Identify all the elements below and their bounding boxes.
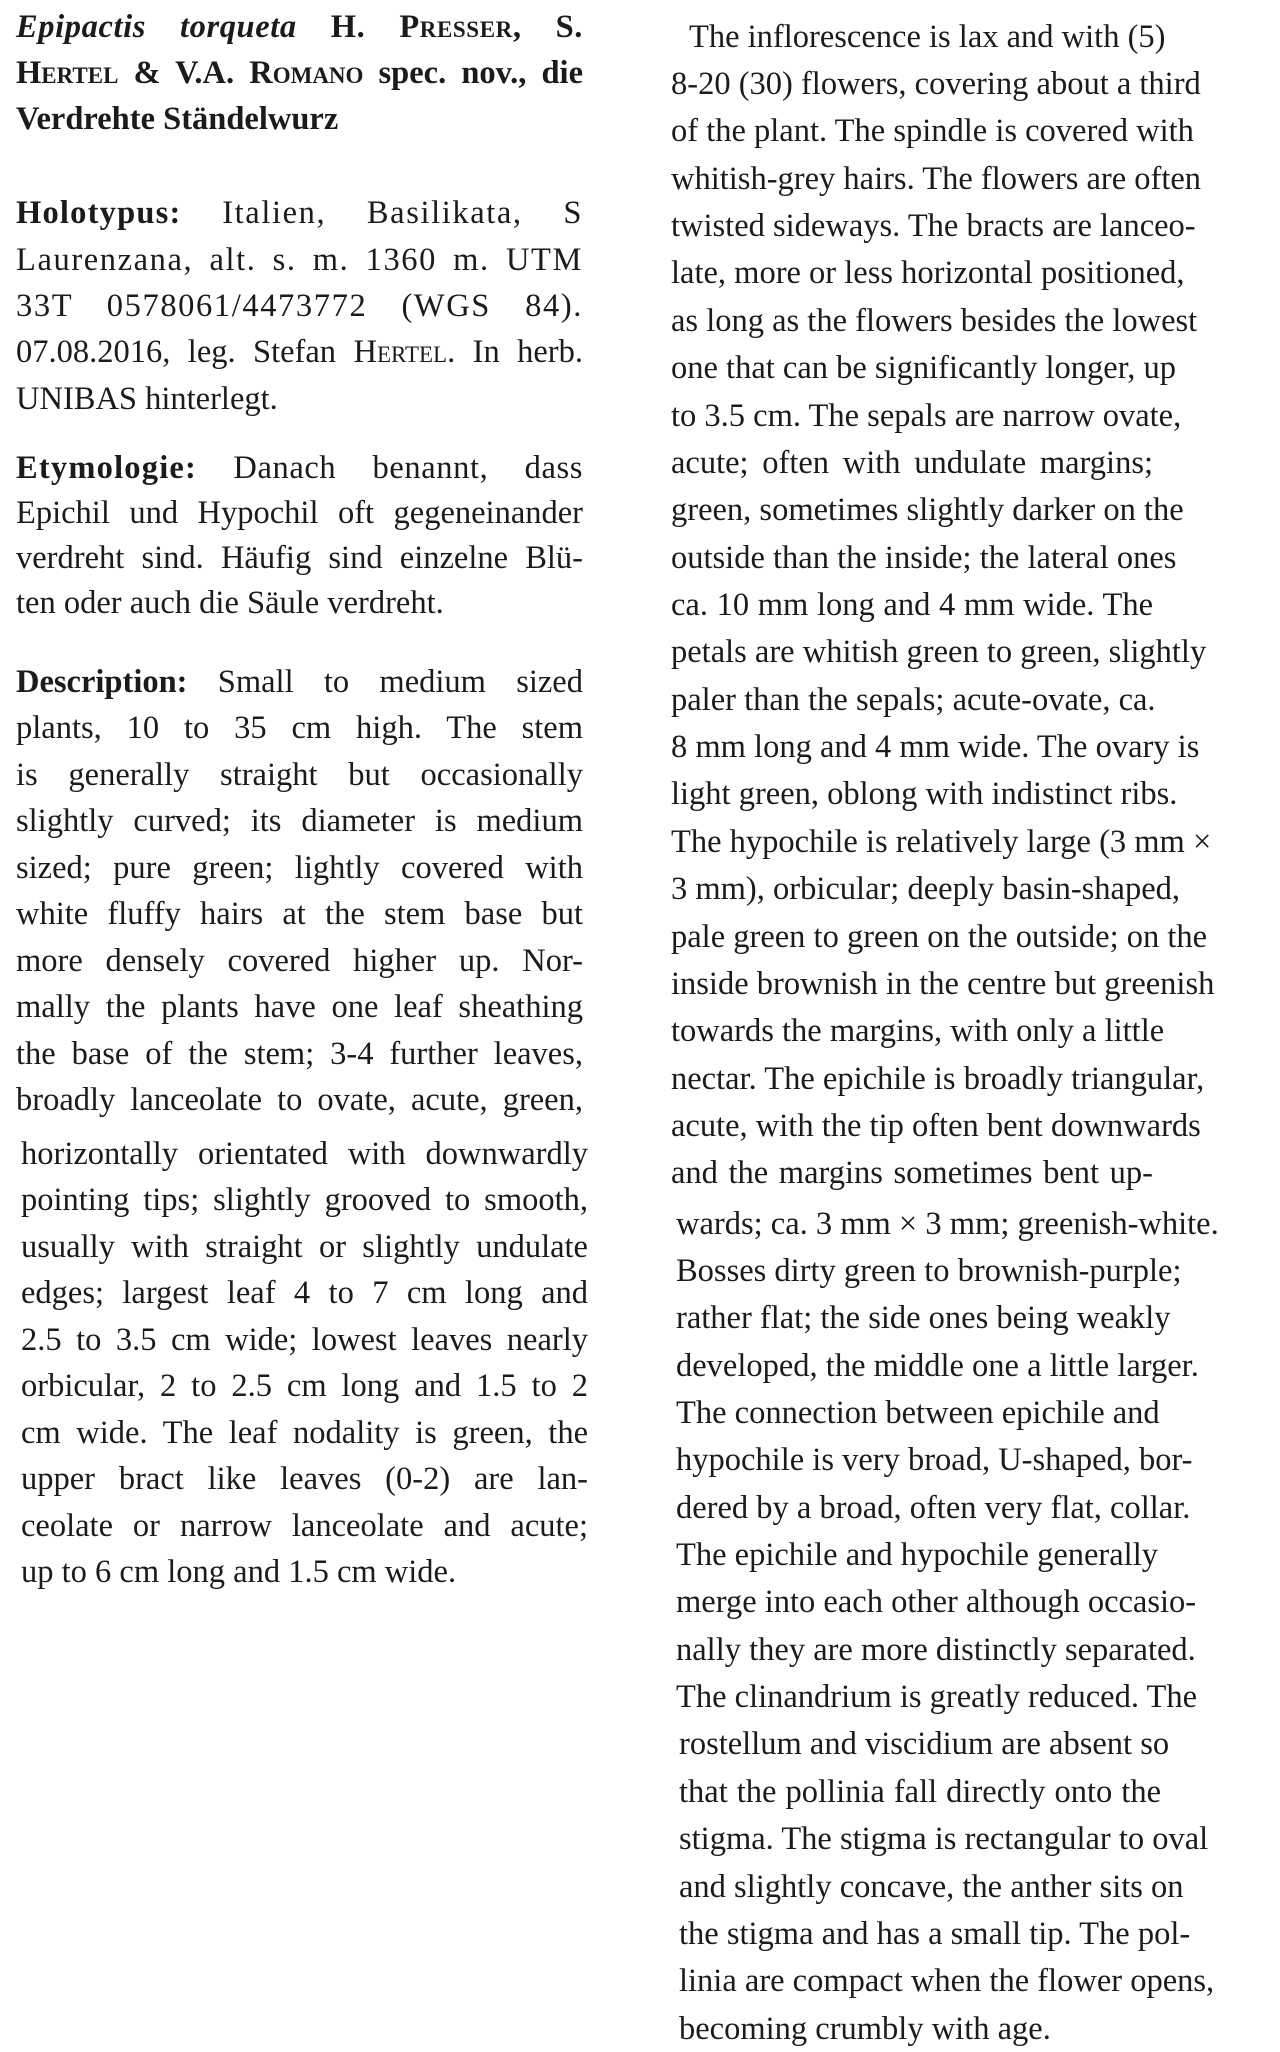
description-line: up to 6 cm long and 1.5 cm wide.: [21, 1554, 457, 1590]
inflorescence-line: rather flat; the side ones being weakly: [676, 1300, 1171, 1336]
author-presser: Presser: [399, 9, 513, 45]
inflorescence-line: of the plant. The spindle is covered with: [671, 113, 1194, 149]
holotypus-label: Holotypus:: [16, 195, 182, 231]
description-line: sized; pure green; lightly covered with: [16, 850, 583, 886]
description-line: mally the plants have one leaf sheathing: [16, 989, 583, 1025]
inflorescence-line: acute; often with undulate margins;: [671, 445, 1153, 481]
description-line: plants, 10 to 35 cm high. The stem: [16, 710, 583, 746]
etymologie-line-4: ten oder auch die Säule verdreht.: [16, 585, 444, 621]
inflorescence-line: Bosses dirty green to brownish-purple;: [676, 1253, 1182, 1289]
inflorescence-line: 3 mm), orbicular; deeply basin-shaped,: [671, 871, 1181, 907]
inflorescence-line: twisted sideways. The bracts are lanceo-: [671, 208, 1196, 244]
inflorescence-line: paler than the sepals; acute-ovate, ca.: [671, 682, 1156, 718]
holotypus-line-2: Laurenzana, alt. s. m. 1360 m. UTM: [16, 242, 583, 278]
holotypus-line-4: 07.08.2016, leg. Stefan Hertel. In herb.: [16, 334, 583, 370]
inflorescence-line: The epichile and hypochile generally: [676, 1537, 1158, 1573]
inflorescence-line: developed, the middle one a little larger.: [676, 1348, 1199, 1384]
inflorescence-line: wards; ca. 3 mm × 3 mm; greenish-white.: [676, 1206, 1219, 1242]
description-line: orbicular, 2 to 2.5 cm long and 1.5 to 2: [21, 1368, 588, 1404]
inflorescence-line: to 3.5 cm. The sepals are narrow ovate,: [671, 398, 1182, 434]
inflorescence-line: that the pollinia fall directly onto the: [679, 1774, 1161, 1810]
description-line: usually with straight or slightly undulate: [21, 1229, 588, 1265]
inflorescence-line: whitish-grey hairs. The flowers are often: [671, 161, 1202, 197]
description-line: horizontally orientated with downwardly: [21, 1136, 588, 1172]
inflorescence-line: linia are compact when the flower opens,: [679, 1963, 1215, 1999]
inflorescence-line: late, more or less horizontal positioned,: [671, 255, 1185, 291]
description-line: broadly lanceolate to ovate, acute, green,: [16, 1082, 583, 1118]
inflorescence-line: becoming crumbly with age.: [679, 2011, 1051, 2047]
author-hertel: Hertel: [16, 55, 119, 91]
description-line: slightly curved; its diameter is medium: [16, 803, 583, 839]
holotypus-line-5: UNIBAS hinterlegt.: [16, 381, 278, 417]
inflorescence-line: The connection between epichile and: [676, 1395, 1160, 1431]
inflorescence-line: rostellum and viscidium are absent so: [679, 1726, 1170, 1762]
inflorescence-line: 8-20 (30) flowers, covering about a third: [671, 66, 1201, 102]
title-line-3: Verdrehte Ständelwurz: [16, 101, 339, 137]
inflorescence-line: light green, oblong with indistinct ribs.: [671, 776, 1178, 812]
description-line: upper bract like leaves (0-2) are lan-: [21, 1461, 588, 1497]
inflorescence-line: dered by a broad, often very flat, collar.: [676, 1490, 1191, 1526]
inflorescence-line: outside than the inside; the lateral ones: [671, 540, 1177, 576]
description-line: 2.5 to 3.5 cm wide; lowest leaves nearly: [21, 1322, 588, 1358]
inflorescence-line: acute, with the tip often bent downwards: [671, 1108, 1201, 1144]
species-name: Epipactis torqueta: [16, 9, 297, 45]
inflorescence-line: hypochile is very broad, U-shaped, bor-: [676, 1442, 1193, 1478]
inflorescence-line: and the margins sometimes bent up-: [671, 1155, 1153, 1191]
description-line: more densely covered higher up. Nor-: [16, 943, 583, 979]
etymologie-line-1: Etymologie: Danach benannt, dass: [16, 450, 583, 486]
holotypus-line-3: 33T 0578061/4473772 (WGS 84).: [16, 288, 583, 324]
description-label: Description:: [16, 664, 188, 700]
description-line: edges; largest leaf 4 to 7 cm long and: [21, 1275, 588, 1311]
inflorescence-line: nally they are more distinctly separated.: [676, 1632, 1196, 1668]
inflorescence-line: The inflorescence is lax and with (5): [689, 19, 1166, 55]
inflorescence-line: 8 mm long and 4 mm wide. The ovary is: [671, 729, 1200, 765]
inflorescence-line: pale green to green on the outside; on the: [671, 919, 1208, 955]
title-line-2: Hertel & V.A. Romano spec. nov., die: [16, 55, 583, 91]
description-line: is generally straight but occasionally: [16, 757, 583, 793]
description-line: the base of the stem; 3-4 further leaves,: [16, 1036, 583, 1072]
description-line-1: Description: Small to medium sized: [16, 664, 583, 700]
inflorescence-line: towards the margins, with only a little: [671, 1013, 1165, 1049]
etymologie-line-3: verdreht sind. Häufig sind einzelne Blü-: [16, 540, 583, 576]
inflorescence-line: green, sometimes slightly darker on the: [671, 492, 1184, 528]
inflorescence-line: The clinandrium is greatly reduced. The: [676, 1679, 1198, 1715]
inflorescence-line: nectar. The epichile is broadly triangular,: [671, 1061, 1205, 1097]
description-line: white fluffy hairs at the stem base but: [16, 896, 583, 932]
inflorescence-line: as long as the flowers besides the lowest: [671, 303, 1198, 339]
inflorescence-line: petals are whitish green to green, slightly: [671, 634, 1207, 670]
inflorescence-line: and slightly concave, the anther sits on: [679, 1869, 1184, 1905]
description-line: cm wide. The leaf nodality is green, the: [21, 1415, 588, 1451]
author-romano: Romano: [249, 55, 364, 91]
collector-hertel: Hertel: [353, 334, 448, 370]
title-line-1: Epipactis torqueta H. Presser, S.: [16, 9, 583, 45]
etymologie-label: Etymologie:: [16, 450, 198, 486]
inflorescence-line: merge into each other although occasio-: [676, 1584, 1197, 1620]
holotypus-line-1: Holotypus: Italien, Basilikata, S: [16, 195, 583, 231]
description-line: ceolate or narrow lanceolate and acute;: [21, 1508, 588, 1544]
inflorescence-line: stigma. The stigma is rectangular to oval: [679, 1821, 1209, 1857]
inflorescence-line: The hypochile is relatively large (3 mm ×: [671, 824, 1212, 860]
inflorescence-line: inside brownish in the centre but greenish: [671, 966, 1215, 1002]
inflorescence-line: one that can be significantly longer, up: [671, 350, 1177, 386]
inflorescence-line: the stigma and has a small tip. The pol-: [679, 1916, 1191, 1952]
inflorescence-line: ca. 10 mm long and 4 mm wide. The: [671, 587, 1153, 623]
description-line: pointing tips; slightly grooved to smooth,: [21, 1182, 588, 1218]
etymologie-line-2: Epichil und Hypochil oft gegeneinander: [16, 495, 583, 531]
